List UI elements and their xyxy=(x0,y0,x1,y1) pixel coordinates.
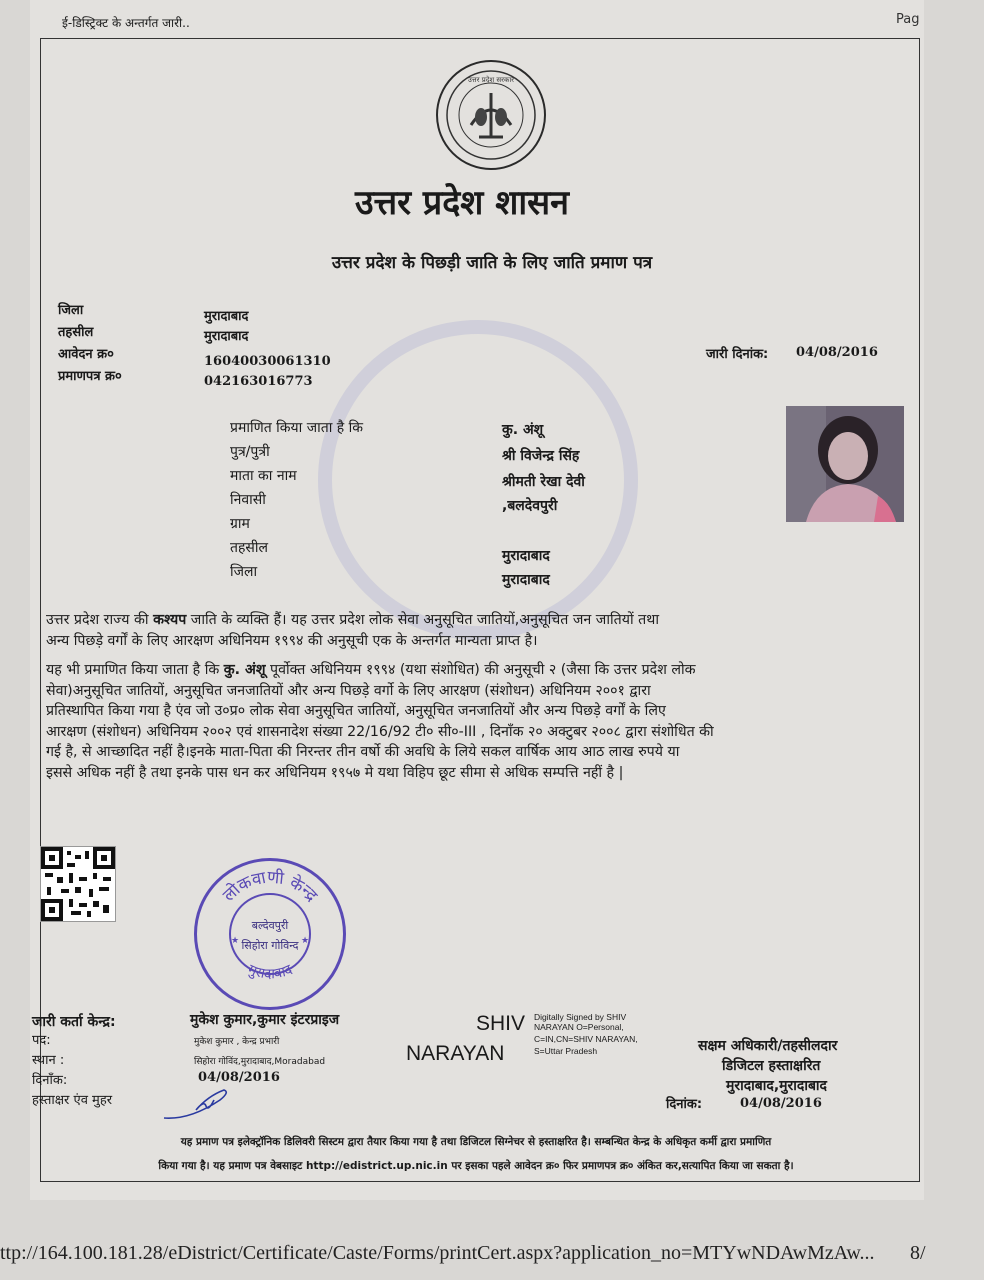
photo-portrait xyxy=(786,406,904,522)
digital-sign-detail-2: NARAYAN O=Personal, xyxy=(534,1022,624,1032)
page-title: उत्तर प्रदेश शासन xyxy=(354,183,569,223)
digital-sign-detail-3: C=IN,CN=SHIV NARAYAN, xyxy=(534,1034,638,1044)
certificate-number: 042163016773 xyxy=(204,374,313,389)
stamp-center-2: सिहोरा गोविन्द xyxy=(241,939,299,952)
para2-text-a: यह भी प्रमाणित किया जाता है कि xyxy=(46,662,224,678)
digital-sign-name-2: NARAYAN xyxy=(406,1042,505,1065)
caste-text-a: उत्तर प्रदेश राज्य की xyxy=(46,612,154,628)
stamp-star-left: ★ xyxy=(231,936,240,946)
mother-name: श्रीमती रेखा देवी xyxy=(502,474,585,490)
signature-label: हस्ताक्षर एंव मुहर xyxy=(32,1093,113,1108)
issue-date-label: जारी दिनांक: xyxy=(706,347,769,362)
footer-line-2: किया गया है। यह प्रमाण पत्र वेबसाइट http://edistrict.up.nic.in पर इसका पहले आवेदन क्र० फिर प्रमाणपत्र क्र० अंकित कर,सत्यापित किया जा सकता है। xyxy=(158,1160,794,1172)
issuer-post-label: पद: xyxy=(32,1033,51,1048)
footer-line-1: यह प्रमाण पत्र इलेक्ट्रॉनिक डिलिवरी सिस्टम द्वारा तैयार किया गया है तथा डिजिटल सिग्नेचर से हस्ताक्षरित है। सम्बन्धित केन्द्र के अधिकृत कर्मी द्वारा प्रमाणित xyxy=(180,1136,772,1148)
para2-line-3: प्रतिस्थापित किया गया है एंव जो उ०प्र० लोक सेवा अनुसूचित जातियों, अनुसूचित जनजातियों और अन्य पिछड़े वर्गों के लिए xyxy=(46,703,666,719)
digital-sign-detail-1: Digitally Signed by SHIV xyxy=(534,1012,627,1022)
para2-text-b: पूर्वोक्त अधिनियम १९९४ (यथा संशोधित) की अनुसूची २ (जैसा कि उत्तर प्रदेश लोक xyxy=(265,662,696,678)
applicant-photo xyxy=(786,406,904,522)
caste-name: कश्यप xyxy=(153,612,187,628)
print-url: ttp://164.100.181.28/eDistrict/Certificate/Caste/Forms/printCert.aspx?application_no=MTYwNDAwMzAw... xyxy=(0,1242,875,1264)
watermark-emblem xyxy=(318,320,638,640)
tehsil-value: मुरादाबाद xyxy=(204,329,249,344)
digital-sign-name-1: SHIV xyxy=(476,1012,526,1035)
issuer-place-value: सिहोरा गोविंद,मुरादाबाद,Moradabad xyxy=(194,1057,326,1067)
issuer-place-label: स्थान : xyxy=(32,1053,65,1068)
parent-name: श्री विजेन्द्र सिंह xyxy=(502,448,580,464)
district-value: मुरादाबाद xyxy=(204,309,249,324)
field-district-label: जिला xyxy=(230,564,258,580)
certificate-subtitle: उत्तर प्रदेश के पिछड़ी जाति के लिए जाति प्रमाण पत्र xyxy=(331,253,653,273)
authority-digital: डिजिटल हस्ताक्षरित xyxy=(722,1058,821,1074)
application-label: आवेदन क्र० xyxy=(58,347,114,362)
stamp-seal xyxy=(197,861,343,1007)
qr-code xyxy=(40,846,116,922)
parent-label: पुत्र/पुत्री xyxy=(230,444,270,460)
para2-name: कु. अंशू xyxy=(223,662,266,678)
certificate-label: प्रमाणपत्र क्र० xyxy=(58,369,122,384)
emblem-icon xyxy=(441,65,541,165)
para2-line-4: आरक्षण (संशोधन) अधिनियम २००२ एवं शासनादेश संख्या 22/16/92 टी० सी०-III , दिनाँक २० अक्टुबर २००८ द्वारा संशोधित की xyxy=(46,723,714,740)
resident-label: निवासी xyxy=(230,492,266,508)
caste-text-b: जाति के व्यक्ति हैं। यह उत्तर प्रदेश लोक सेवा अनुसूचित जातियों,अनुसूचित जन जातियों तथा xyxy=(186,612,660,628)
district-label: जिला xyxy=(58,303,84,318)
para2-line-2: सेवा)अनुसूचित जातियों, अनुसूचित जनजातियों और अन्य पिछड़े वर्गो के लिए आरक्षण (संशोधन) अधिनियम २००१ द्वारा xyxy=(46,682,651,699)
footer-note xyxy=(46,1130,906,1178)
caste-paragraph xyxy=(46,610,906,651)
handwritten-signature xyxy=(160,1086,240,1126)
tehsil-label: तहसील xyxy=(58,325,94,340)
issuer-post-value: मुकेश कुमार , केन्द्र प्रभारी xyxy=(194,1037,280,1047)
field-tehsil-label: तहसील xyxy=(230,540,268,556)
certify-label: प्रमाणित किया जाता है कि xyxy=(230,420,364,436)
field-district-value: मुरादाबाद xyxy=(502,572,550,588)
application-number: 16040030061310 xyxy=(204,354,331,369)
caste-line-2: अन्य पिछड़े वर्गों के लिए आरक्षण अधिनियम १९९४ की अनुसूची एक के अन्तर्गत मान्यता प्राप्त है। xyxy=(46,632,538,649)
header-note: ई-डिस्ट्रिक्ट के अन्तर्गत जारी.. xyxy=(62,16,190,30)
page-marker: Pag xyxy=(896,12,920,27)
para2-line-6: इससे अधिक नहीं है तथा इनके पास धन कर अधिनियम १९५७ मे यथा विहिप छूट सीमा से अधिक सम्पत्ति नहीं है | xyxy=(46,764,624,781)
qr-code-icon xyxy=(41,847,115,921)
up-emblem-logo xyxy=(436,60,546,170)
stamp-star-right: ★ xyxy=(301,936,310,946)
certify-name: कु. अंशू xyxy=(502,422,544,438)
issue-date-value: 04/08/2016 xyxy=(796,345,878,360)
resident-value: ,बलदेवपुरी xyxy=(502,498,558,514)
issuer-centre-label: जारी कर्ता केन्द्र: xyxy=(32,1014,116,1030)
print-page-number: 8/ xyxy=(910,1242,926,1264)
caste-line-1 xyxy=(46,610,906,631)
village-label: ग्राम xyxy=(230,516,250,532)
stamp-bottom-text: मुरादाबाद xyxy=(245,961,295,983)
mother-label: माता का नाम xyxy=(230,468,297,484)
authority-location: मुरादाबाद,मुरादाबाद xyxy=(726,1078,827,1094)
emblem-lettering: उत्तर प्रदेश सरकार xyxy=(467,76,515,84)
creamy-layer-paragraph xyxy=(46,660,906,783)
field-tehsil-value: मुरादाबाद xyxy=(502,548,550,564)
authority-title: सक्षम अधिकारी/तहसीलदार xyxy=(698,1038,838,1054)
centre-stamp xyxy=(194,858,346,1010)
digital-sign-detail-4: S=Uttar Pradesh xyxy=(534,1046,598,1056)
para2-line-5: गई है, से आच्छादित नहीं है।इनके माता-पिता की निरन्तर तीन वर्षो की अवधि के लिये सकल वार्षिक आय आठ लाख रुपये या xyxy=(46,744,680,760)
issuer-centre-value: मुकेश कुमार,कुमार इंटरप्राइज xyxy=(190,1012,340,1028)
authority-date-label: दिनांक: xyxy=(666,1097,703,1112)
stamp-center-1: बल्देवपुरी xyxy=(251,919,289,932)
issuer-date-value: 04/08/2016 xyxy=(198,1070,280,1085)
issuer-date-label: दिनाँक: xyxy=(32,1073,68,1088)
para2-line-1 xyxy=(46,660,906,681)
authority-date-value: 04/08/2016 xyxy=(740,1096,822,1111)
stamp-top-text: लोकवाणी केन्द्र xyxy=(219,867,322,906)
